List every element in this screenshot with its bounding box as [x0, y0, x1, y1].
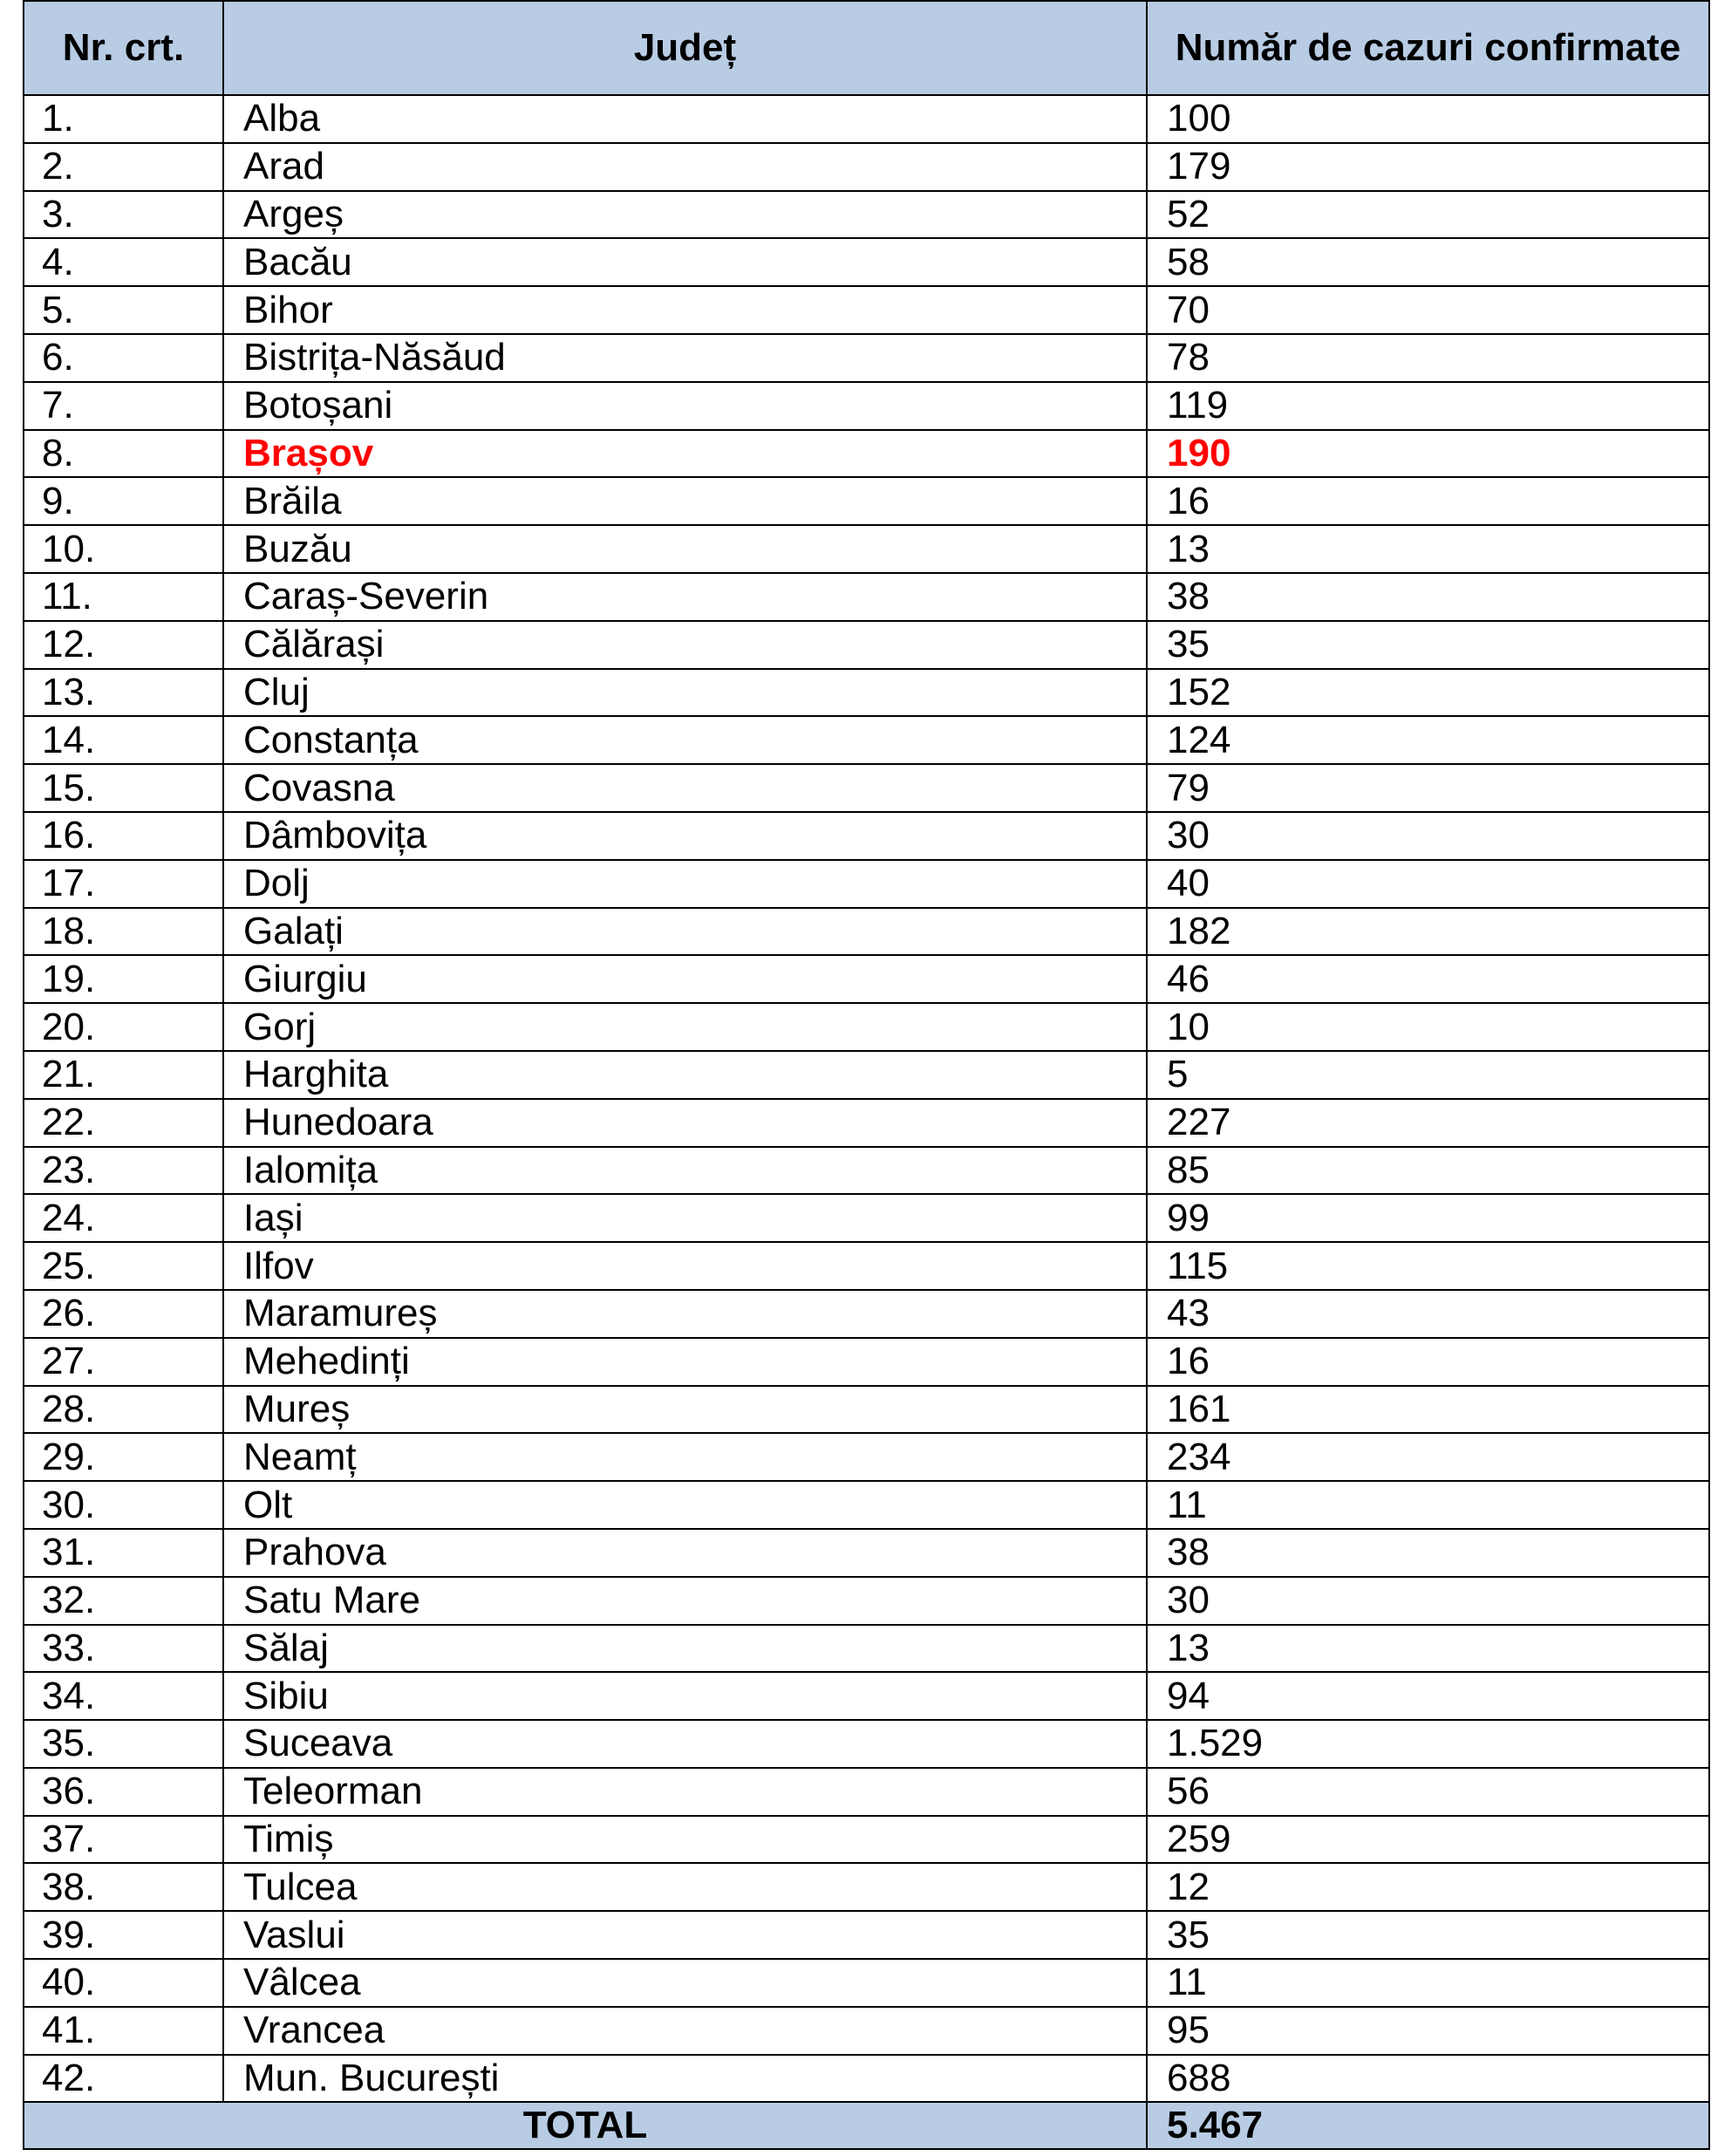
row-county: Covasna: [223, 764, 1147, 812]
row-index: 20.: [24, 1003, 223, 1051]
table-row: [24, 238, 1709, 286]
row-county: Brăila: [223, 477, 1147, 525]
row-count: 100: [1147, 95, 1709, 143]
row-index: 12.: [24, 621, 223, 669]
table-row: [24, 1529, 1709, 1577]
row-index: 21.: [24, 1051, 223, 1099]
row-index: 26.: [24, 1290, 223, 1338]
row-index: 22.: [24, 1099, 223, 1147]
row-county: Neamț: [223, 1433, 1147, 1481]
table-body: [24, 95, 1709, 2102]
row-count: 16: [1147, 1338, 1709, 1386]
row-county: Sălaj: [223, 1625, 1147, 1673]
row-index: 6.: [24, 334, 223, 382]
row-index: 24.: [24, 1194, 223, 1242]
table-row: [24, 621, 1709, 669]
row-county: Buzău: [223, 525, 1147, 573]
row-county: Satu Mare: [223, 1577, 1147, 1625]
header-index: Nr. crt.: [24, 1, 223, 95]
row-county: Călărași: [223, 621, 1147, 669]
table-row: [24, 1625, 1709, 1673]
table-row: [24, 764, 1709, 812]
table-row: [24, 430, 1709, 478]
row-count: 56: [1147, 1768, 1709, 1816]
row-index: 13.: [24, 669, 223, 717]
row-count: 161: [1147, 1386, 1709, 1434]
row-index: 41.: [24, 2007, 223, 2055]
row-count: 38: [1147, 573, 1709, 621]
row-count: 30: [1147, 812, 1709, 860]
table-row: [24, 1816, 1709, 1864]
total-label: TOTAL: [24, 2102, 1147, 2149]
row-county: Vaslui: [223, 1911, 1147, 1959]
row-index: 39.: [24, 1911, 223, 1959]
row-count: 35: [1147, 621, 1709, 669]
table-row: [24, 669, 1709, 717]
row-county: Bihor: [223, 286, 1147, 334]
row-count: 124: [1147, 716, 1709, 764]
row-count: 12: [1147, 1863, 1709, 1911]
row-county: Prahova: [223, 1529, 1147, 1577]
row-index: 4.: [24, 238, 223, 286]
row-index: 5.: [24, 286, 223, 334]
row-count: 13: [1147, 1625, 1709, 1673]
row-count: 52: [1147, 191, 1709, 239]
row-county: Timiș: [223, 1816, 1147, 1864]
row-count: 58: [1147, 238, 1709, 286]
row-county: Botoșani: [223, 382, 1147, 430]
row-count: 190: [1147, 430, 1709, 478]
row-county: Galați: [223, 908, 1147, 956]
row-index: 16.: [24, 812, 223, 860]
table-row: [24, 1911, 1709, 1959]
row-count: 11: [1147, 1959, 1709, 2007]
row-index: 32.: [24, 1577, 223, 1625]
row-index: 33.: [24, 1625, 223, 1673]
row-index: 37.: [24, 1816, 223, 1864]
row-county: Dolj: [223, 860, 1147, 908]
table-row: [24, 286, 1709, 334]
row-county: Caraș-Severin: [223, 573, 1147, 621]
table-row: [24, 1959, 1709, 2007]
row-county: Bacău: [223, 238, 1147, 286]
table-row: [24, 1433, 1709, 1481]
table-row: [24, 1147, 1709, 1195]
row-county: Harghita: [223, 1051, 1147, 1099]
row-county: Bistrița-Năsăud: [223, 334, 1147, 382]
header-count: Număr de cazuri confirmate: [1147, 1, 1709, 95]
table-row: [24, 334, 1709, 382]
table-row: [24, 95, 1709, 143]
row-count: 227: [1147, 1099, 1709, 1147]
row-count: 10: [1147, 1003, 1709, 1051]
row-county: Ilfov: [223, 1242, 1147, 1290]
table-row: [24, 1290, 1709, 1338]
row-county: Brașov: [223, 430, 1147, 478]
row-index: 31.: [24, 1529, 223, 1577]
row-count: 5: [1147, 1051, 1709, 1099]
row-index: 7.: [24, 382, 223, 430]
row-county: Vâlcea: [223, 1959, 1147, 2007]
row-county: Giurgiu: [223, 955, 1147, 1003]
row-county: Hunedoara: [223, 1099, 1147, 1147]
row-county: Constanța: [223, 716, 1147, 764]
row-county: Dâmbovița: [223, 812, 1147, 860]
row-county: Maramureș: [223, 1290, 1147, 1338]
row-index: 8.: [24, 430, 223, 478]
cases-table: [23, 0, 1710, 2150]
table-row: [24, 1386, 1709, 1434]
row-index: 14.: [24, 716, 223, 764]
row-index: 1.: [24, 95, 223, 143]
row-index: 3.: [24, 191, 223, 239]
row-count: 95: [1147, 2007, 1709, 2055]
row-index: 42.: [24, 2055, 223, 2103]
row-count: 179: [1147, 143, 1709, 191]
table-row: [24, 191, 1709, 239]
row-count: 16: [1147, 477, 1709, 525]
row-county: Alba: [223, 95, 1147, 143]
row-county: Mehedinți: [223, 1338, 1147, 1386]
row-count: 46: [1147, 955, 1709, 1003]
table-footer: [24, 2102, 1709, 2149]
row-index: 29.: [24, 1433, 223, 1481]
row-index: 19.: [24, 955, 223, 1003]
header-row: [24, 1, 1709, 95]
row-index: 11.: [24, 573, 223, 621]
row-count: 78: [1147, 334, 1709, 382]
row-index: 23.: [24, 1147, 223, 1195]
table-row: [24, 1242, 1709, 1290]
row-count: 234: [1147, 1433, 1709, 1481]
table-row: [24, 955, 1709, 1003]
table-row: [24, 477, 1709, 525]
row-count: 94: [1147, 1672, 1709, 1720]
table-row: [24, 812, 1709, 860]
row-count: 13: [1147, 525, 1709, 573]
row-county: Gorj: [223, 1003, 1147, 1051]
table-row: [24, 1768, 1709, 1816]
row-county: Teleorman: [223, 1768, 1147, 1816]
table-row: [24, 573, 1709, 621]
row-index: 27.: [24, 1338, 223, 1386]
table-row: [24, 1194, 1709, 1242]
row-count: 99: [1147, 1194, 1709, 1242]
table-row: [24, 382, 1709, 430]
row-count: 119: [1147, 382, 1709, 430]
row-index: 35.: [24, 1720, 223, 1768]
table-row: [24, 860, 1709, 908]
row-county: Arad: [223, 143, 1147, 191]
row-index: 38.: [24, 1863, 223, 1911]
row-count: 152: [1147, 669, 1709, 717]
row-count: 40: [1147, 860, 1709, 908]
row-county: Argeș: [223, 191, 1147, 239]
row-index: 25.: [24, 1242, 223, 1290]
header-county: Județ: [223, 1, 1147, 95]
row-index: 28.: [24, 1386, 223, 1434]
row-county: Tulcea: [223, 1863, 1147, 1911]
row-index: 10.: [24, 525, 223, 573]
table-row: [24, 1863, 1709, 1911]
row-count: 259: [1147, 1816, 1709, 1864]
row-index: 17.: [24, 860, 223, 908]
row-count: 70: [1147, 286, 1709, 334]
row-count: 11: [1147, 1481, 1709, 1529]
row-index: 15.: [24, 764, 223, 812]
table-row: [24, 1003, 1709, 1051]
row-index: 18.: [24, 908, 223, 956]
row-county: Ialomița: [223, 1147, 1147, 1195]
row-index: 40.: [24, 1959, 223, 2007]
total-value: 5.467: [1147, 2102, 1709, 2149]
table-row: [24, 908, 1709, 956]
row-count: 688: [1147, 2055, 1709, 2103]
row-county: Mun. București: [223, 2055, 1147, 2103]
row-index: 9.: [24, 477, 223, 525]
row-count: 43: [1147, 1290, 1709, 1338]
total-row: [24, 2102, 1709, 2149]
table-row: [24, 716, 1709, 764]
table-row: [24, 1672, 1709, 1720]
table-header: [24, 1, 1709, 95]
row-index: 36.: [24, 1768, 223, 1816]
row-county: Olt: [223, 1481, 1147, 1529]
row-county: Iași: [223, 1194, 1147, 1242]
row-county: Cluj: [223, 669, 1147, 717]
row-county: Vrancea: [223, 2007, 1147, 2055]
table-row: [24, 1051, 1709, 1099]
table-row: [24, 1338, 1709, 1386]
row-count: 38: [1147, 1529, 1709, 1577]
row-count: 85: [1147, 1147, 1709, 1195]
table-row: [24, 143, 1709, 191]
table-row: [24, 1577, 1709, 1625]
table-row: [24, 1099, 1709, 1147]
table-row: [24, 2007, 1709, 2055]
row-index: 34.: [24, 1672, 223, 1720]
row-county: Sibiu: [223, 1672, 1147, 1720]
row-count: 30: [1147, 1577, 1709, 1625]
row-count: 79: [1147, 764, 1709, 812]
table-row: [24, 2055, 1709, 2103]
table-row: [24, 1720, 1709, 1768]
table-row: [24, 1481, 1709, 1529]
row-count: 115: [1147, 1242, 1709, 1290]
row-count: 35: [1147, 1911, 1709, 1959]
row-index: 2.: [24, 143, 223, 191]
row-index: 30.: [24, 1481, 223, 1529]
row-county: Suceava: [223, 1720, 1147, 1768]
row-count: 1.529: [1147, 1720, 1709, 1768]
row-county: Mureș: [223, 1386, 1147, 1434]
table-row: [24, 525, 1709, 573]
row-count: 182: [1147, 908, 1709, 956]
